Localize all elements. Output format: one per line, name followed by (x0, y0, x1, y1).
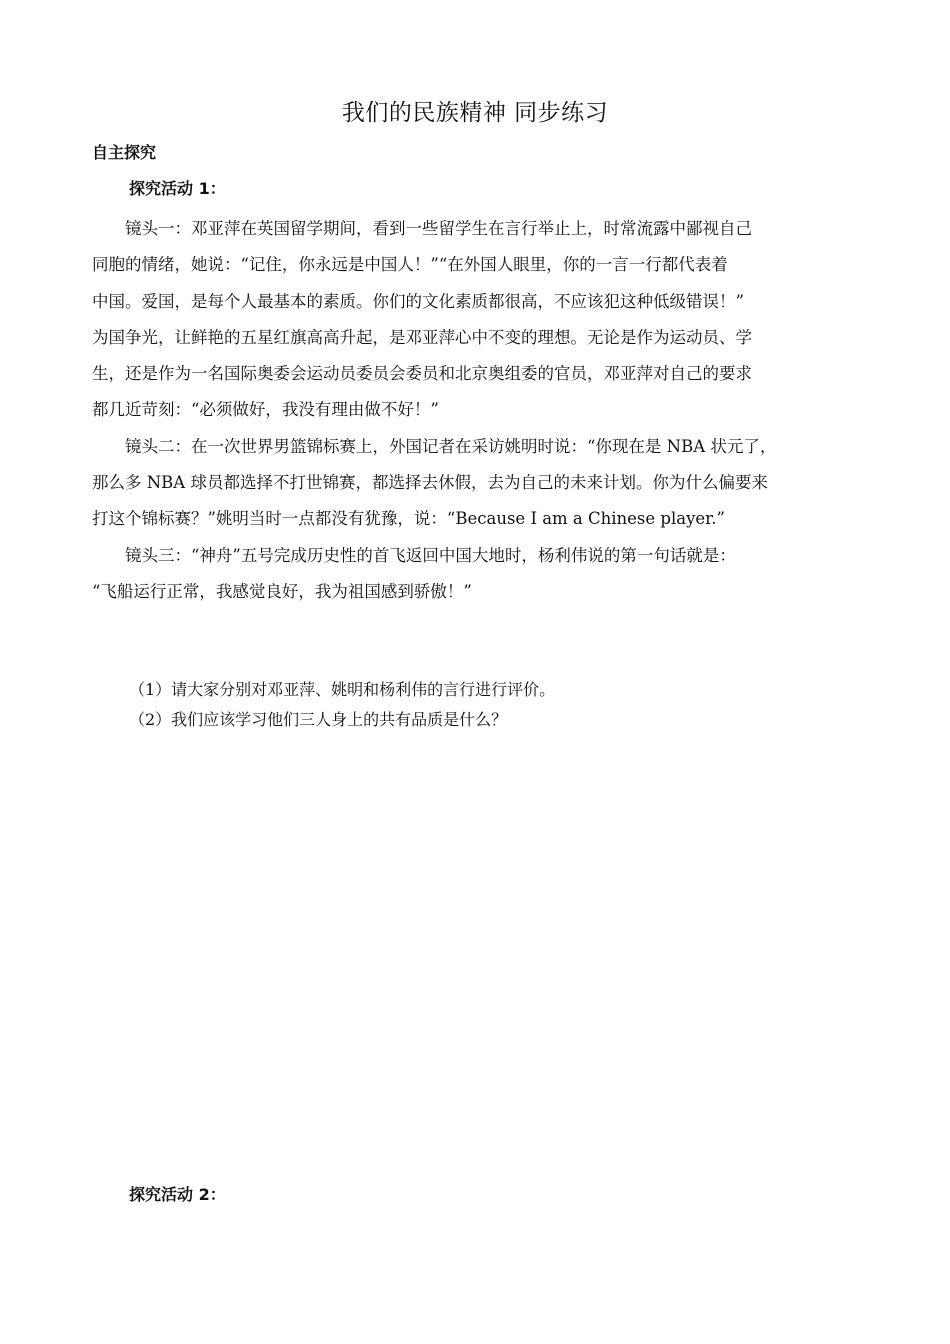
activity1-questions (129, 675, 555, 735)
text-line: 生，还是作为一名国际奥委会运动员委员会委员和北京奥组委的官员，邓亚萍对自己的要求 (92, 364, 752, 384)
scene3-paragraph (92, 538, 870, 611)
section-heading: 自主探究 (92, 143, 157, 162)
text-line: 同胞的情绪，她说：“记住，你永远是中国人！”“在外国人眼里，你的一言一行都代表着 (92, 255, 728, 275)
activity2-heading: 探究活动 2： (129, 1185, 226, 1204)
text-line: 为国争光，让鲜艳的五星红旗高高升起，是邓亚萍心中不变的理想。无论是作为运动员、学 (92, 327, 752, 347)
text-line: 都几近苛刻：“必须做好，我没有理由做不好！” (92, 400, 439, 420)
activity1-heading: 探究活动 1： (129, 179, 226, 198)
scene2-paragraph (92, 429, 870, 538)
text-line: “飞船运行正常，我感觉良好，我为祖国感到骄傲！” (92, 581, 472, 601)
question-1: （1）请大家分别对邓亚萍、姚明和杨利伟的言行进行评价。 (129, 680, 556, 699)
text-line: 镜头三：“神舟”五号完成历史性的首飞返回中国大地时，杨利伟说的第一句话就是： (125, 545, 736, 565)
text-line: 打这个锦标赛？”姚明当时一点都没有犹豫，说：“Because I am a Chinese player.” (92, 509, 725, 529)
activity1-body (92, 211, 870, 610)
page-title: 我们的民族精神 同步练习 (341, 100, 609, 126)
text-line: 中国。爱国，是每个人最基本的素质。你们的文化素质都很高，不应该犯这种低级错误！” (92, 291, 744, 311)
text-line: 镜头一：邓亚萍在英国留学期间，看到一些留学生在言行举止上，时常流露中鄙视自己 (125, 219, 752, 238)
text-line: 镜头二：在一次世界男篮锦标赛上，外国记者在采访姚明时说：“你现在是 NBA 状元了， (125, 436, 777, 456)
question-2: （2）我们应该学习他们三人身上的共有品质是什么？ (129, 710, 508, 729)
scene1-paragraph (92, 211, 870, 429)
text-line: 那么多 NBA 球员都选择不打世锦赛，都选择去休假，去为自己的未来计划。你为什么偏要来 (92, 473, 768, 493)
